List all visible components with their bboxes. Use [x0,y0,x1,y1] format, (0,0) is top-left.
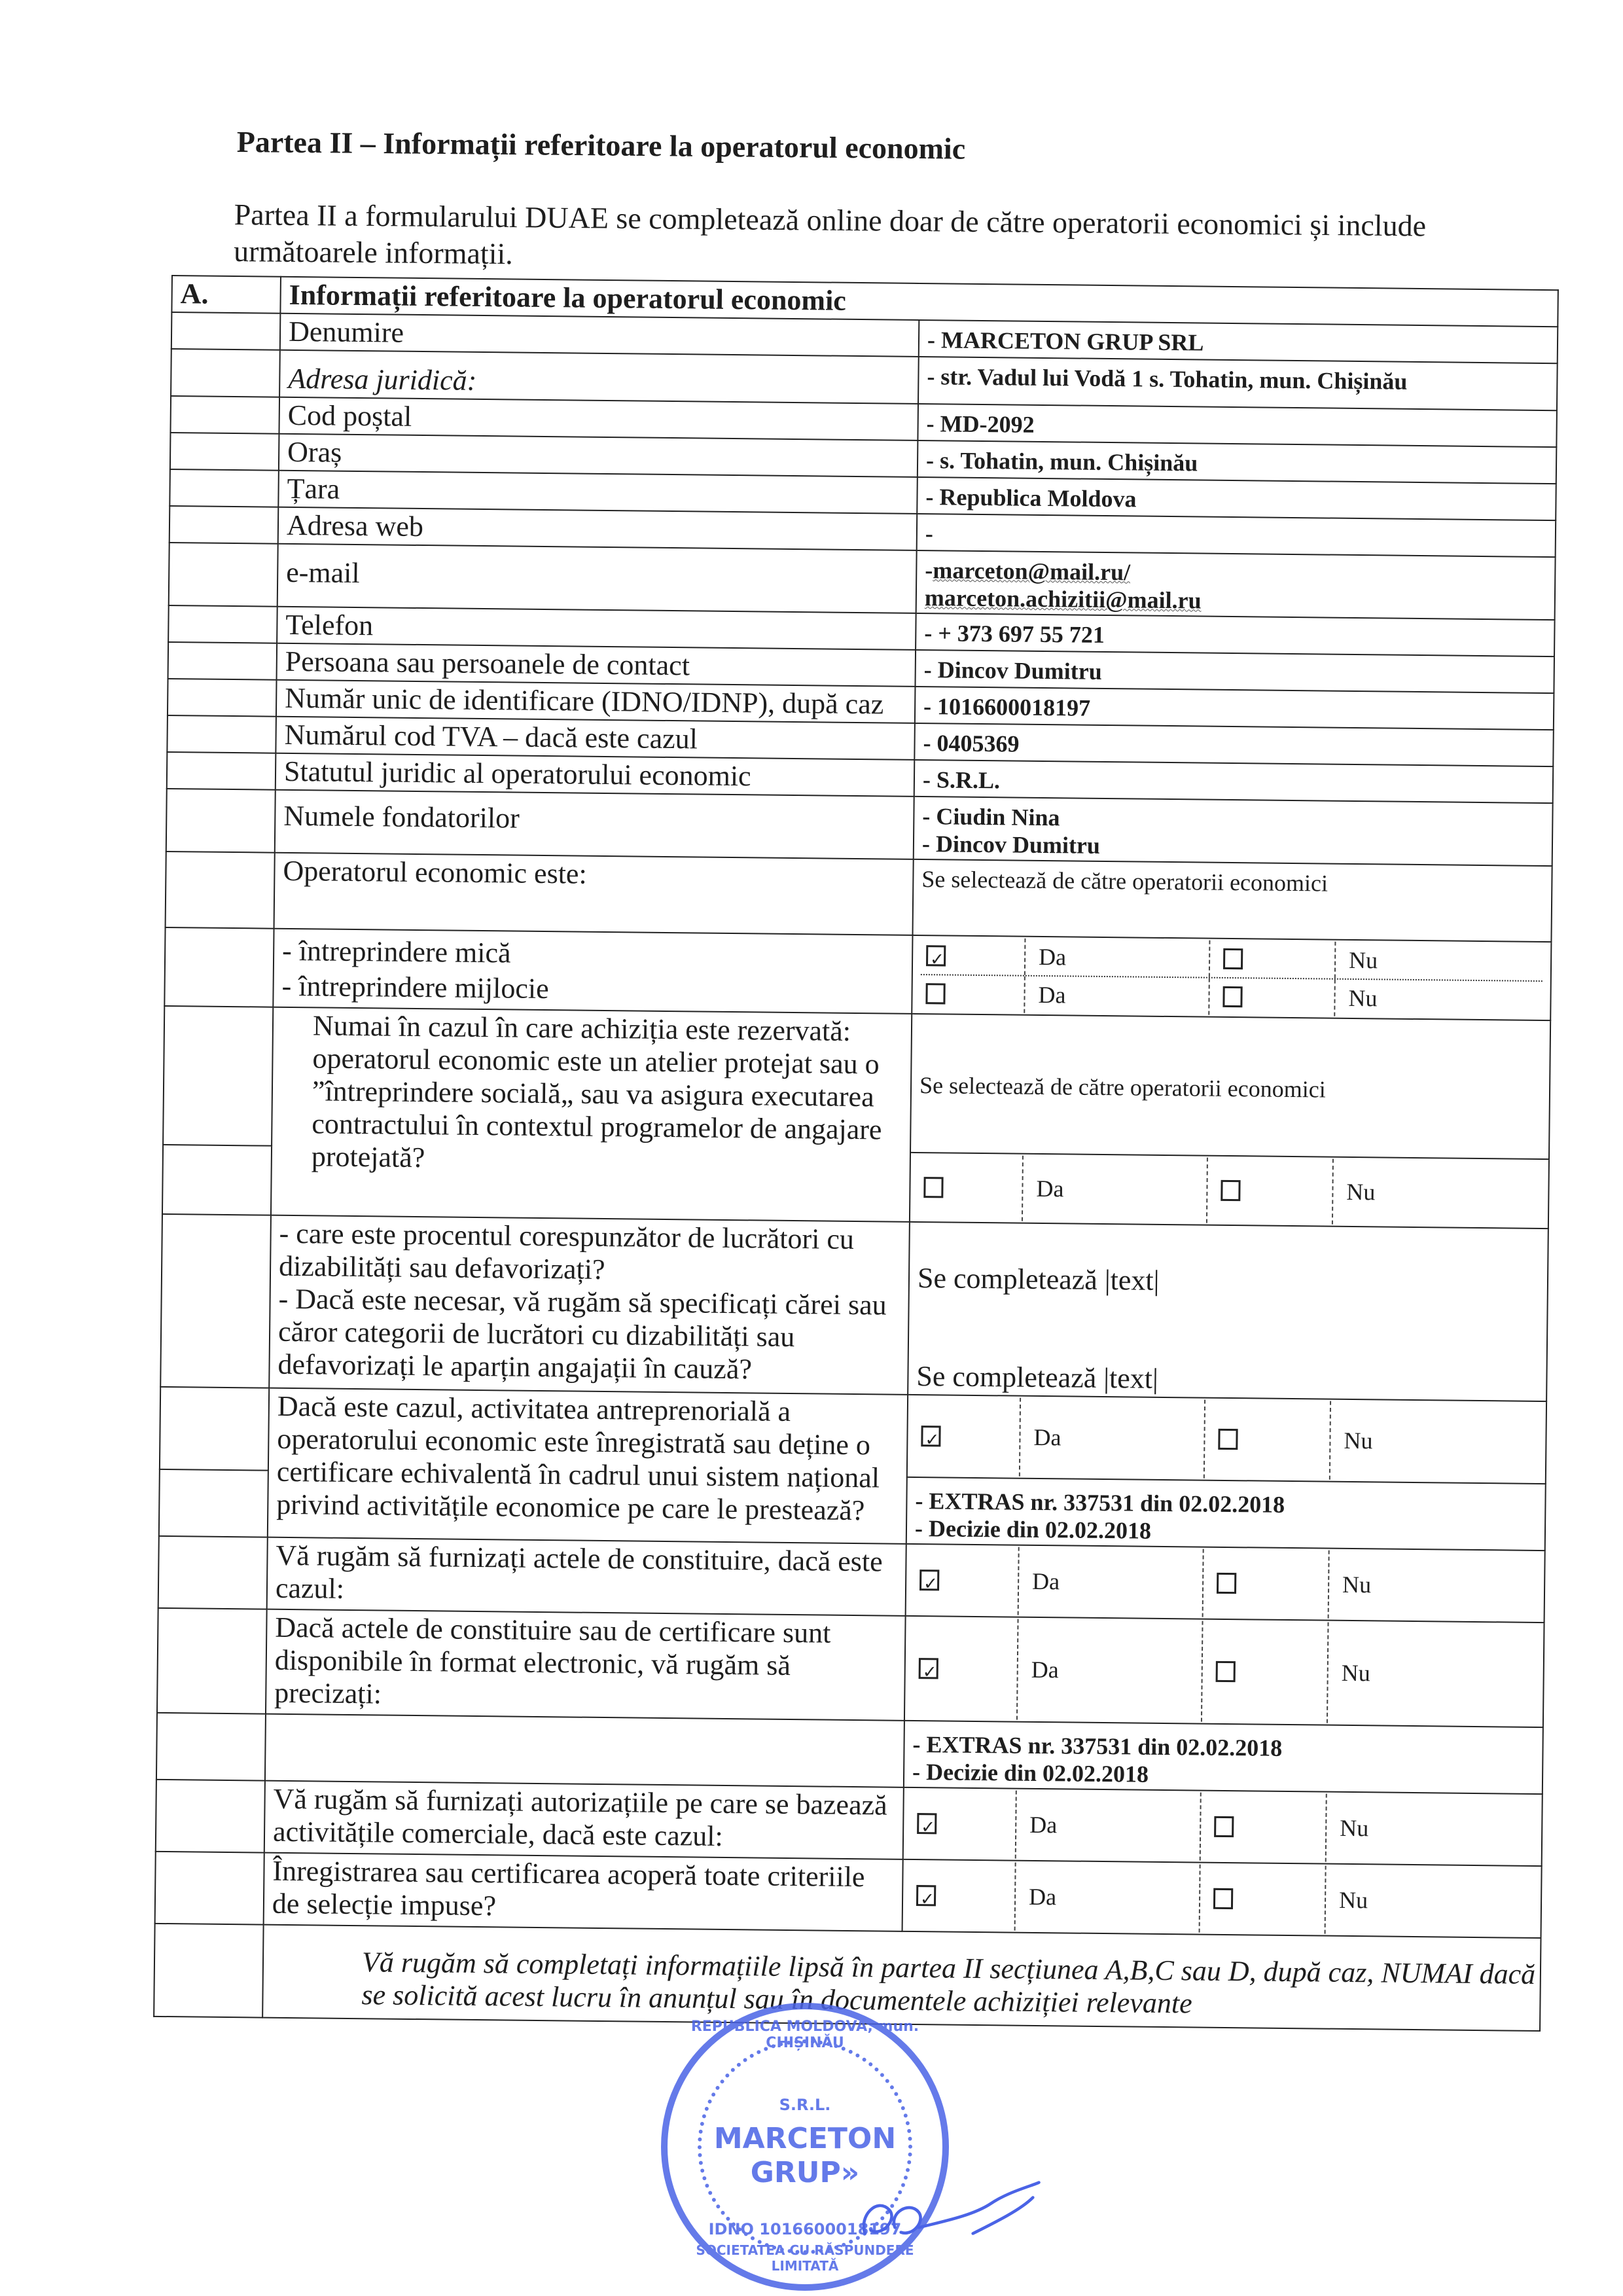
checkbox-nu[interactable] [1223,948,1243,969]
table-row-enterprise-size [164,927,1551,1020]
field-value: - Dincov Dumitru [915,650,1554,693]
constitution-question: Vă rugăm să furnizați actele de constituire, dacă este cazul: [267,1537,906,1616]
option-nu: Nu [1325,1794,1534,1864]
stamp-center-text [668,2088,942,2190]
option-label: - întreprindere mică [281,934,511,969]
field-label: Operatorul economic este: [274,853,914,935]
footer-note: Vă rugăm să completați informațiile lipsă în partea II secțiunea A,B,C sau D, după caz, NUMAI dacă se solicită acest lucru în anunțul sau în documentele achiziției relevante [262,1925,1541,2031]
checkbox-nu[interactable] [1216,1661,1236,1682]
yes-no-row [916,1397,1538,1482]
option-da: Da [1016,1619,1202,1722]
option-da: Da [1015,1791,1200,1861]
checkbox-da-checked[interactable] [921,1426,940,1446]
option-da: Da [1018,1547,1203,1617]
option-da: Da [1024,939,1209,977]
field-value: - Republica Moldova [917,477,1556,520]
table-row-electronic [157,1608,1544,1727]
selection-note: Se selectează de către operatorii economici [910,1014,1550,1159]
founder-name: - Ciudin Nina [922,803,1060,831]
field-label: Cod poștal [279,397,918,440]
option-label: - întreprindere mijlocie [281,969,549,1005]
yes-no-row [921,937,1543,982]
stamp-center-line: GRUP» [750,2156,860,2189]
option-nu: Nu [1334,942,1543,980]
checkbox-da[interactable] [925,983,945,1004]
disabled-question-2: - Dacă este necesar, vă rugăm să specificați cărei sau căror categorii de lucrători cu dizabilități sau defavorizați le aparțin angajații în cauză? [277,1282,887,1386]
checkbox-nu[interactable] [1218,1429,1238,1450]
table-row-reserved [163,1006,1550,1159]
option-da: Da [1014,1863,1200,1933]
document-reference: - EXTRAS nr. 337531 din 02.02.2018 [912,1731,1283,1761]
stamp-idno: IDNO 1016600018197 [708,2220,902,2238]
option-nu: Nu [1327,1623,1536,1725]
criteria-question: Înregistrarea sau certificarea acoperă toate criteriile de selecție impuse? [264,1853,903,1931]
signature-icon [851,2179,1047,2251]
field-value: - 1016600018197 [915,687,1554,730]
stamp-center-line: S.R.L. [779,2096,831,2114]
field-value: - 0405369 [914,723,1554,766]
table-row-operator-type [166,852,1552,942]
option-da: Da [1019,1398,1204,1479]
field-label: Adresa web [278,507,918,550]
section-letter: A. [171,276,281,314]
field-value: - s. Tohatin, mun. Chișinău [918,440,1557,484]
option-da: Da [1022,1156,1207,1223]
field-label: Denumire [280,314,919,357]
disabled-question-1: - care este procentul corespunzător de lucrători cu dizabilități sau defavorizați? [278,1217,855,1286]
field-label: Telefon [277,607,916,650]
field-value: - S.R.L. [914,760,1554,803]
field-label: Persoana sau persoanele de contact [277,643,916,687]
intro-paragraph: Partea II a formularului DUAE se completează online doar de către operatorii economici și include următoarele informații. [233,197,1427,271]
field-label: Țara [278,471,918,514]
stamp-ring-bottom-text: SOCIETATEA CU RĂSPUNDERE LIMITATĂ [696,2242,914,2274]
table-row-registration [160,1387,1546,1484]
email-value [916,550,1556,620]
selection-note: Se selectează de către operatorii economici [912,859,1552,942]
checkbox-da[interactable] [923,1177,943,1198]
email-link-2[interactable]: marceton.achizitii@mail.ru [924,584,1202,614]
field-label: Statutul juridic al operatorului economic [276,753,915,797]
authorizations-question: Vă rugăm să furnizați autorizațiile pe care se bazează activitățile comerciale, dacă este cazul: [264,1781,904,1859]
stamp-ring-top-text: REPUBLICA MOLDOVA, mun. CHIȘINĂU [690,2018,919,2051]
field-label: Oraș [279,434,918,477]
registration-question: Dacă este cazul, activitatea antreprenorială a operatorului economic este înregistrată sau deține o certificare echivalentă în cadrul unui sistem național privind activitățile economice pe care le prestează? [268,1388,908,1544]
field-label: Numele fondatorilor [275,790,914,859]
checkbox-da-checked[interactable] [916,1885,936,1906]
checkbox-da-checked[interactable] [926,945,946,966]
option-nu: Nu [1332,1159,1541,1227]
checkbox-da-checked[interactable] [919,1570,939,1590]
field-label: Adresa juridică: [279,350,919,404]
checkbox-da-checked[interactable] [919,1658,938,1679]
yes-no-row [920,975,1543,1018]
founders-value [914,797,1553,866]
founder-name: - Dincov Dumitru [921,831,1101,859]
option-nu: Nu [1325,1866,1533,1936]
option-da: Da [1024,977,1209,1015]
email-link-1[interactable]: marceton@mail.ru/ [933,557,1131,586]
checkbox-da-checked[interactable] [917,1813,936,1834]
field-value: - str. Vadul lui Vodă 1 s. Tohatin, mun. Chișinău [918,357,1558,410]
duae-form-table [153,275,1559,2032]
checkbox-nu[interactable] [1214,1816,1234,1837]
checkbox-nu[interactable] [1217,1573,1236,1594]
checkbox-nu[interactable] [1213,1888,1233,1909]
yes-no-row [911,1861,1533,1936]
field-label: Numărul cod TVA – dacă este cazul [276,717,915,760]
yes-no-row [912,1789,1534,1864]
field-value: - MD-2092 [918,404,1557,447]
checkbox-nu[interactable] [1222,986,1242,1007]
yes-no-row [913,1618,1536,1725]
text-answer-placeholder[interactable]: Se completează |text| [916,1360,1159,1395]
yes-no-row [918,1155,1541,1227]
field-value: - MARCETON GRUP SRL [919,320,1558,363]
option-nu: Nu [1329,1401,1538,1482]
field-value: - + 373 697 55 721 [916,613,1555,656]
option-nu: Nu [1334,980,1543,1018]
text-answer-placeholder[interactable]: Se completează |text| [917,1262,1160,1297]
table-row-disabled-workers [160,1214,1548,1401]
yes-no-row [914,1546,1537,1621]
checkbox-nu[interactable] [1221,1180,1240,1201]
option-nu: Nu [1328,1551,1537,1621]
stamp-center-line: MARCETON [713,2122,897,2155]
section-heading: Informații referitoare la operatorul economic [280,277,1558,327]
document-reference: - Decizie din 02.02.2018 [912,1758,1149,1787]
section-title: Partea II – Informații referitoare la operatorul economic [236,124,966,166]
reserved-question: Numai în cazul în care achiziția este rezervată: operatorul economic este un atelier protejat sau o ”întreprindere socială„ sau va asigura executarea contractului în contextul programelor de angajare protejată? [271,1007,912,1222]
field-label: e-mail [277,544,917,613]
document-reference: - Decizie din 02.02.2018 [914,1515,1152,1544]
field-value: - [917,514,1556,557]
email-prefix: - [925,557,933,584]
electronic-question: Dacă actele de constituire sau de certificare sunt disponibile în format electronic, vă rugăm să precizați: [266,1609,906,1721]
field-label: Număr unic de identificare (IDNO/IDNP), după caz [276,680,916,723]
document-reference: - EXTRAS nr. 337531 din 02.02.2018 [915,1488,1285,1518]
